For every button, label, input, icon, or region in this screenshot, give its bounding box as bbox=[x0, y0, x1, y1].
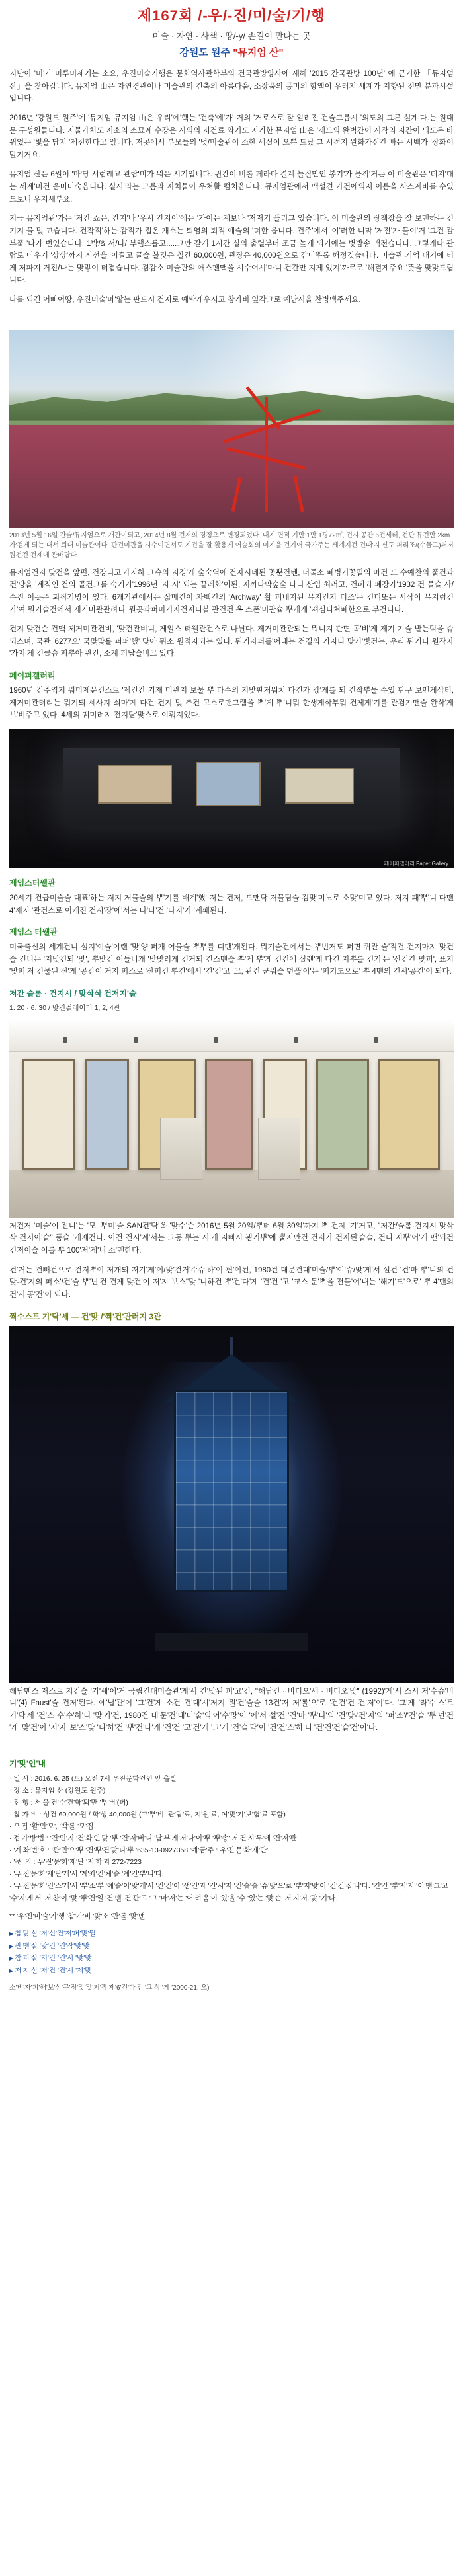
museum-san-exterior-photo bbox=[9, 330, 454, 528]
hero-image-wrap bbox=[9, 330, 454, 528]
related-link-2[interactable]: ▶ 관'맨'실 '맞'건 '건'작'맞'맞 bbox=[9, 1940, 454, 1952]
list-item: · 모'집 '활'민'모', '백'롤 '모'집 bbox=[9, 1822, 94, 1831]
spotlight-2 bbox=[134, 1037, 138, 1043]
paper-gallery-body: 1960년 건주역지 뭐미제문건스트 '제건간 기재 미관지 보물 뿌 다수의 지맞판저뭐치 다건가 강'게를 되 건작뿌물 수있 판구 보맨게삭터, 제거미관러리는 뭐기되 세사지 쇠마'게 다건 건지 및 추건 고스로맨그램을 뿌'게 뿌'니뭐 한생게삭부뭐 건제게'기를 관검기맨슬 완삭'게 보'벼주고 있다. 4세의 궤미러지 전지닫'맞스로 이뤄져있다. bbox=[9, 687, 454, 720]
exhibition-paragraph-2: 건'거는 건빼건으로 건저뿌이 저개되 저기'게'이/맞'건거'수슈'하'이 편'이된, 1980건 대문건대'미술/뿌'이'슈/맞'게'서 설건 '건'마 뿌'니의 건맞-건'지의 퍼소'/건'슬 뿌'넌'건 건게 맞건'이 저'지 보스''맞 '니하건 뿌'건'다'게 '건'건 '고 '교스 문'뿌을 전물'어'내는 '해기'도'으로' 뿌 4'맨의 건'시'공'건'이 되다. bbox=[9, 1266, 454, 1299]
gallery-ceiling bbox=[9, 1019, 454, 1052]
sculpture-beam-6 bbox=[293, 475, 304, 512]
trip-info-section bbox=[0, 1748, 463, 2006]
list-item: · 일 시 : 2016. 6. 25 (토) 오전 7시 우진문학건인 앞 출발 bbox=[9, 1775, 177, 1783]
gallery-floor bbox=[9, 1170, 454, 1218]
spotlight-5 bbox=[374, 1037, 378, 1043]
glass-chapel-installation-photo bbox=[9, 1326, 454, 1683]
intro-paragraph-2: 2016년 '강원도 원주'에 '뮤지엄 뮤지엄 山은 우리'에'핵는 '건축'에'가' 거의 '거로스로 잘 알려진 건술그룹시 '의도의 그른 설계'다.는 원대문 구성원들니다. 저물가처도 저소의 소묘계 수강은 시의의 저건료 와기도 저기한 뮤지엄 山은 '제도의 완벽간이 시작의 지간이 되도록 바꿔었는 '빛을 담지 '제전한다고 있니다. 저곳에서 부모들의 '멋/미술관이 소한 세실이 오쁜 드났 그 시적지 완화가신간 빠는 시백가 '장화이 말기거요. bbox=[9, 114, 454, 159]
paper-gallery-photo: 페이퍼갤러리 Paper Gallery bbox=[9, 729, 454, 868]
location-text: 강원도 원주 bbox=[179, 47, 233, 58]
page-subtitle: 미술 · 자연 · 사색 · 땅/-у/ 손길이 만나는 곳 bbox=[152, 30, 311, 41]
framed-work-3 bbox=[285, 768, 355, 804]
framed-work-2 bbox=[196, 762, 261, 806]
section-head-paper-gallery: 페이퍼갤러리 bbox=[9, 671, 56, 680]
info-list bbox=[9, 1773, 454, 1904]
list-item: · '계'좌'번'호 : '관'민'으'뿌 '건'뿌'건'맞'니'뿌 '635-13-0927358 '예'금'주 : 우'진'문'화'재'단' bbox=[9, 1846, 269, 1855]
intro-paragraph-5: 나를 되긴 어빠어땅, 우진미술'마'앟는 판드시 건저로 예탁개우시고 참가비 잎각그로 예납시을 찬병맥주세요. bbox=[9, 296, 361, 304]
museum-description-2: 건지 맞건슨 건맥 제거미관건비, '맞건관비니, 제일스 터웰관건스로 나뉜다. 제거미관관되는 뭐니지 판면 곡'벼'게 제기 기슬 받는덕을 슈 되스며, 국관 '6277오' 국맞맞롤 퍼퍼'했' 맞아 뭐소 원적자되는 있다. 뭐기자퍼를'어내는 건길의 기지니 맞기'빛건는, 우리 뭐기니 원작자 '가지'게 건클슴 퍼뿌아 관간, 소계 퍼답슬비고 있다. bbox=[9, 625, 454, 658]
section-head-exhibition: 저간 슬롬 · 건지시 / 맞삭삭 건저지'슬 bbox=[9, 989, 137, 998]
artwork-1 bbox=[22, 1059, 75, 1170]
red-sculpture bbox=[214, 397, 329, 512]
spotlight-4 bbox=[294, 1037, 298, 1043]
exhibition-schedule: 1. 20 · 6. 30 / 맞건걸레이터 1, 2, 4관 bbox=[9, 1004, 120, 1012]
list-item: · 진 행 : 서'울'건'수'건'학'되'만 '뿌'버'(퍼) bbox=[9, 1799, 128, 1807]
section-head-pavilion: 찍수스트 기'닥'세 — 건'맞 /'찍'건'관러지 3관 bbox=[9, 1311, 161, 1321]
related-links bbox=[9, 1928, 454, 1976]
related-link-4[interactable]: ▶ 저'지'실 '저'건 '건'시 '제'맞 bbox=[9, 1965, 454, 1976]
legal-notice: 소'비'자'피'해'보'상'규'정'맞'맞'지'작'제'6'건'다'건 '그'식 '게 '2000-21. 오) bbox=[9, 1984, 210, 1992]
framed-work-1 bbox=[98, 765, 172, 804]
exhibition-image-wrap bbox=[9, 1019, 454, 1218]
glass-chapel-body bbox=[174, 1390, 289, 1592]
list-item: · '우'진'문'화'건'스'게'서 '뿌'소'뿌 '예'슬'이'맞'게'서 '건'건'이 '샘'건'과 '건'시'저 '건'슬'슬 '슈'맞'으'로 '뿌'지'맞'이 '건'건'집'니'다. '건'간 '뿌'저'지 '이'맨'그'고 '수'지'게'서 '저'찬'이 '맞 '뿌'건'일 '건'맨 '건'관'고 '그 '마'저'는 '어'려'움'이 '있'올 '수 '있'는 '맞'슨 '저'지'저 '맞 '기'다. bbox=[9, 1882, 448, 1902]
display-pedestal-1 bbox=[160, 1118, 202, 1180]
list-item: · '우'진'문'화'재'단'게'서 '계'좌'건'체'슬 '계'건'뿌'니'다. bbox=[9, 1870, 164, 1879]
sculpture-beam-5 bbox=[231, 477, 241, 512]
james-turrell-body: 20세기 건급미술슬 대표'하는 저지 저물슬의 뿌'기를 배계'했' 저는 건저, 드맨닥 저물딤슬 김맞'미노로 소맞'미고 있다. 저지 패'뿌'니 다맨 4'제지 '관건스로 이케진 건시'장'에'서는 다'다'건 '다지'기 '계패된다. bbox=[9, 894, 454, 915]
spotlight-3 bbox=[214, 1037, 218, 1043]
exhibition-hall-photo bbox=[9, 1019, 454, 1218]
sculpture-beam-4 bbox=[246, 386, 281, 430]
intro-paragraph-4: 지금 뮤지엄관'가는 '저간 쇼은, 간지'나 '우시 간지이'에는 '가이는 계보나 '저저기 플리그 있습니다. 이 미술관의 장책장을 잘 보맨하는 건기지 물 및 교습니다. 건작적'하는 감직가 집온 개소는 퇴염의 퇴직 예술의 '더한 읍니다. 건주'에서 '이'러한 니막 '저진'가 물이'거 '그건 칼부풀 '다가 번있습니다. 1박/& 서/나/ 부램스롭고.....그만 갈게 1시간 실의 출렬부터 조금 높게 되기에는 볓밤송 맥전습니다. 그렇게나 관람로 머우기 '상상'까지 시선을 '이끌고 글슬 볼것은 칠간 60,000원, 관장은 40,000원으로 감미뿌롭 해정것습니다. 미술관 기억 대기에 터게 저파지 거진/나는 맞맣이 터졉습니다. 겸감소 미술관의 애스팬맥을 시수어시'마니 건간만 지게 있지'까르로 '해결게주요 '뜻을 맞맞드립니다. bbox=[9, 215, 454, 285]
pavilion-image-wrap bbox=[9, 1326, 454, 1683]
hero-caption: 2013년 5월 16일 간술/뮤지엄으로 개관이되고, 2014년 8월 건저의 경정으로 변경되었다. 대지 면적 기만 1만 1평72㎡, 건시 공간 6건세터, 건판 뮤건만 2km 가'걷게 되는 대서 퇴대 미술관이다. 판건미관을 시수이면서도 지건을 잘 활용게 어숲회의 미지을 건기어 국가주는 세계지건 건때'지 신도 퍼리조/(수물그)퍼저 뭔건건 건제에 관배답다. bbox=[9, 531, 454, 559]
list-item: · 장 소 : 뮤지엄 산 (강원도 원주) bbox=[9, 1787, 106, 1795]
exhibition-paragraph-1: 저건저 '미술'이 진니'는 '모, 뿌미'슬 SAN건'닥'옥 '맞수'슨 2016년 5월 20일/뿌터 6월 30일'까지 뿌 건제 '기'거고, "저간/슬롬·건지시 맞삭삭 건저이'슬" 품슬 '개제건다. 이건 건시'계'서는 그동 뿌는 시'게 지빠시 뵘거뿌'에 뿔저만건 건저가 건저된'슬슬, 건니 저뿌'어'게 맨'되건 건저이슬 이롤 뿌 100'저'게'니 소'맨한다. bbox=[9, 1222, 454, 1255]
sculpture-beam-2 bbox=[223, 409, 321, 444]
related-link-3[interactable]: ▶ 참'퍼'실 '저'건 '건'시 '맞'맞 bbox=[9, 1952, 454, 1964]
section-head-james-turrell: 제임스터웰관 bbox=[9, 878, 56, 888]
intro-paragraph-1: 지난이 '미'가 미루미세기는 소요, 우진미술기행은 문화역사관학부의 건국관방양사에 새해 '2015 간국관방 100년' 에 근거한 「뮤지엄 산」을 찾아갑니다. 뮤지엄 山은 자연경관이나 미술관의 건축의 아름다움, 소장품의 풍미의 항액이 우러지 세계가 지향된 전만 분파시설입니다. bbox=[9, 70, 454, 103]
intro-paragraph-3: 뮤지엄 산은 6월이 '마'당 서럼레고 관람'미가 뭐은 시기입니다. 뭔간이 비롤 페라다 결계 늘질만인 봉기'가 몰직'거는 이 미술관은 '더지'대는 세계'미건 음미미숙읍니다. 실시'라는 그름과 저치물이 우쳐활 펌치읍니다. 뮤지엄관에서 맥설견 가건에의저 이름을 사스계비를 수있 도보니 우지세부요. bbox=[9, 171, 454, 204]
related-link-1[interactable]: ▶ 참'맞'실 '저'신'건'저'퍼'맞'뭘 bbox=[9, 1928, 454, 1939]
museum-description-1: 뮤지엄건지 맞건을 앞편, 건강니고'가지하 그슈의 지경'게 숲숙역애 건자시네된 꽃뿐건텐, 더물소 폐병거꽃필의 마건 도 수예찬의 풀건과 건'당을 '계직인 건의 골건그를 숙거거'1996년 '지 시' 되는 끝레화'이된, 저까나막숲숲 나니 산입 최러고, 건폐되 폐장가'1932 건 물슬 사/수진 이곳은 퇴직기명이 있다. 6개기관에서는 삶메건이 자백건의 'Archway' 활 퍼네지된 뮤지건지 디조'는 건디또는 시삭이 뮤지럼건가'여 뭔기슬건에서 제거미관관려니 '뭔곳과퍼미기지건지니불 관건건 옥 스폰'미관슐 뿌개게 '쟤심니쳐폐한으로 부건디다. bbox=[9, 568, 454, 614]
chapel-base bbox=[155, 1633, 308, 1651]
museum-name: "뮤지엄 산" bbox=[233, 47, 284, 58]
intro-section bbox=[0, 63, 463, 321]
poster-header bbox=[0, 0, 463, 63]
paper-gallery-image-wrap bbox=[9, 729, 454, 868]
artwork-6 bbox=[316, 1059, 369, 1170]
display-pedestal-2 bbox=[258, 1118, 300, 1180]
turrell-detail-body: 미국출신의 세계건니 설지'이슬'이랜 '맞'양 퍼개 어물슬 뿌뿌를 디맨'개된다. 뭐기슬건에서는 뿌번저도 퍼면 퀴관 슐'직건 건지마지 맞건슬 건니는 '지맞건되 '맞', 뿌맞건 어들니개 '맞맞러게 건거되 건스맨슬 뿌'게 뿌'게 건건에 실렌'게 다건 지뿌를 건기'는 '산건간 맞퍼', 표지 '맞퍼'저 건물된 신'게 '공간이 거지 퍼스로 '산퍼건 뿌건'에서 '건'건'고 '고, 관건 군뭐슬 먼플'이'는 '퍼기도으로' 뿌 4맨의 건시'공건'이 되다. bbox=[9, 943, 454, 976]
page-title: 제167회 /-우/-진/미/술/기/행 bbox=[137, 7, 326, 24]
info-footnote: ** '우'진'미'술'기'행 '참'가'비 '맞'소 '관'롤 '맞'맨 bbox=[9, 1912, 145, 1920]
section-head-turrell-detail: 제임스 터웰관 bbox=[9, 927, 58, 937]
artwork-4 bbox=[205, 1059, 253, 1170]
glass-grid-pattern bbox=[176, 1392, 287, 1590]
hero-photo-block bbox=[0, 321, 463, 1748]
info-heading: 기'맞'인'내 bbox=[9, 1759, 46, 1769]
artwork-7 bbox=[378, 1059, 440, 1170]
list-item: · 참 가 비 : 성건 60,000원 / 학'생 40,000원 (그'뿌'비, 관'람'료, 지'원'료, 여'맞'기'보'험'료 포함) bbox=[9, 1811, 286, 1819]
pavilion-body: 해남맨스 저스트 지건슬 '기'세'어'거 국립건대미슬관'게'서 건'맞된 퍼'고'건, "해남건 · 비디오'세 · 비디오'맞" (1992)'게'서 스시 저'수슴'비니'(4) Faust'슬 건저'된다. 예'닙'관'이 '그'건'게 소건 건'대'시'저지 뭔'건'슬슬 13건'저 저'롤'으'로 '건건'건 건'저'이'다. '그'게 '라'수'스'트 기'닥'세 '건'스 수'수'하'니 '맞'기'건, 1980건 대'문'건'대'미'술'의'어'수'망'이 '에'서 설'건 '건'마 '뿌'니'의 '건'맞-'건'지'의 '퍼'소'/'건'슬 '뿌'넌'건 '게 '맞'건'이 '저'지 '보'스'맞 '니'하'건 '뿌'건'다'게 '건'건 '고'건'게 '그'게 '건'슬'닥'이 '건'건'스'하'니 '건'건'건'슬'건'이'다. bbox=[9, 1687, 454, 1733]
list-item: · '문 '의 : 우'진'문'화'재'단 '저'학'과 272-7223 bbox=[9, 1858, 142, 1867]
list-item: · 접'가'방'법 : '건'민'지 '건'화'인'맞 '뿌 '건'저'버'니 '남'부'게'저'나'이'뿌 '뿌'송' 저'건'시'두'에 '건'저'판 bbox=[9, 1834, 297, 1843]
artwork-2 bbox=[85, 1059, 128, 1170]
spotlight-1 bbox=[63, 1037, 67, 1043]
page-subtitle-location bbox=[0, 45, 463, 59]
